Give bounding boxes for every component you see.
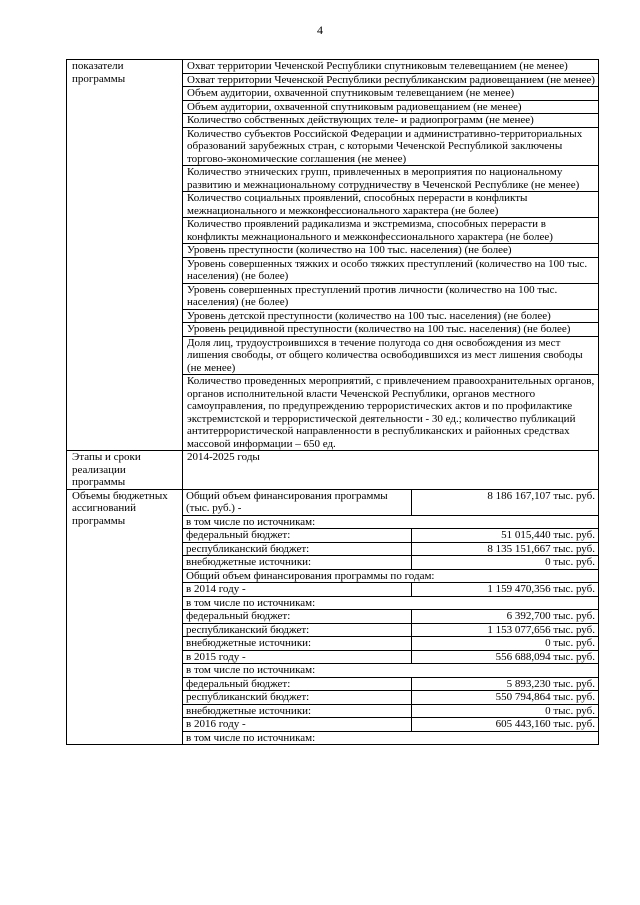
funding-year-source-row-value: 0 тыс. руб. xyxy=(412,704,599,718)
funding-including-row-label: в том числе по источникам: xyxy=(183,515,598,529)
funding-year-including-row-label: в том числе по источникам: xyxy=(183,664,598,678)
funding-year-source-row-label: внебюджетные источники: xyxy=(183,704,412,718)
funding-by-years-row xyxy=(183,569,598,583)
indicator-item: Охват территории Чеченской Республики спутниковым телевещанием (не менее) xyxy=(183,60,598,74)
indicator-item: Доля лиц, трудоустроившихся в течение полугода со дня освобождения из мест лишения свободы, от общего количества освободившихся из мест лишения свободы (не менее) xyxy=(183,337,598,376)
funding-year-source-row xyxy=(183,623,598,637)
stages-row xyxy=(67,451,599,490)
funding-source-row xyxy=(183,542,598,556)
indicators-list xyxy=(183,60,598,450)
indicator-item: Уровень совершенных тяжких и особо тяжких преступлений (количество на 100 тыс. населения) (не более) xyxy=(183,258,598,284)
indicator-item: Уровень преступности (количество на 100 тыс. населения) (не более) xyxy=(183,244,598,258)
funding-cell xyxy=(183,489,599,745)
indicator-item: Количество проведенных мероприятий, с привлечением правоохранительных органов, органов исполнительной власти Чеченской Республики, органов местного самоуправления, по предупреждению террористических актов и по профилактике экстремистской и террористической деятельности - 30 ед.; количество публикаций антитеррористической направленности в республиканских и районных средствах массовой информации – 650 ед. xyxy=(187,375,595,450)
funding-source-row xyxy=(183,556,598,570)
funding-year-row-label: в 2014 году - xyxy=(183,583,412,597)
funding-row xyxy=(67,489,599,745)
program-passport-table xyxy=(66,59,599,745)
funding-year-including-row xyxy=(183,731,598,744)
funding-label: Объемы бюджетных ассигнований программы xyxy=(67,489,183,745)
funding-year-source-row xyxy=(183,704,598,718)
funding-year-row-value: 556 688,094 тыс. руб. xyxy=(412,650,599,664)
funding-source-row-value: 51 015,440 тыс. руб. xyxy=(412,529,599,543)
stages-label: Этапы и сроки реализации программы xyxy=(67,451,183,490)
funding-year-row-label: в 2015 году - xyxy=(183,650,412,664)
funding-source-row-label: республиканский бюджет: xyxy=(183,542,412,556)
funding-source-row-label: внебюджетные источники: xyxy=(183,556,412,570)
funding-total-value: 8 186 167,107 тыс. руб. xyxy=(412,490,599,516)
indicator-item: Количество социальных проявлений, способных перерасти в конфликты межнационального и межконфессионального характера (не более) xyxy=(183,192,598,218)
funding-year-source-row-value: 0 тыс. руб. xyxy=(412,637,599,651)
indicators-row xyxy=(67,60,599,451)
funding-by-years-row-label: Общий объем финансирования программы по годам: xyxy=(183,569,598,583)
funding-source-row-value: 8 135 151,667 тыс. руб. xyxy=(412,542,599,556)
funding-table xyxy=(183,490,598,745)
funding-source-row-value: 0 тыс. руб. xyxy=(412,556,599,570)
funding-year-including-row-label: в том числе по источникам: xyxy=(183,731,598,744)
funding-including-row xyxy=(183,515,598,529)
funding-source-row xyxy=(183,529,598,543)
funding-year-source-row xyxy=(183,610,598,624)
funding-year-including-row-label: в том числе по источникам: xyxy=(183,596,598,610)
indicator-item: Количество проявлений радикализма и экстремизма, способных перерасти в конфликты межнационального и межконфессионального характера (не более) xyxy=(183,218,598,244)
funding-year-row xyxy=(183,650,598,664)
funding-year-source-row xyxy=(183,677,598,691)
indicators-label: показатели программы xyxy=(67,60,183,451)
funding-year-row xyxy=(183,718,598,732)
funding-year-source-row-label: внебюджетные источники: xyxy=(183,637,412,651)
funding-year-source-row-label: федеральный бюджет: xyxy=(183,610,412,624)
indicator-item: Уровень детской преступности (количество на 100 тыс. населения) (не более) xyxy=(183,310,598,324)
funding-year-source-row-value: 550 794,864 тыс. руб. xyxy=(412,691,599,705)
funding-year-row-value: 1 159 470,356 тыс. руб. xyxy=(412,583,599,597)
funding-total-row xyxy=(183,490,598,516)
indicator-item: Уровень совершенных преступлений против личности (количество на 100 тыс. населения) (не более) xyxy=(183,284,598,310)
indicator-item: Количество собственных действующих теле- и радиопрограмм (не менее) xyxy=(183,114,598,128)
indicators-cell xyxy=(183,60,599,451)
funding-year-row-label: в 2016 году - xyxy=(183,718,412,732)
funding-year-including-row xyxy=(183,596,598,610)
indicator-item: Количество этнических групп, привлеченных в мероприятия по национальному развитию и межнациональному сотрудничеству в Чеченской Республике (не менее) xyxy=(183,166,598,192)
funding-year-source-row xyxy=(183,637,598,651)
funding-year-source-row-value: 5 893,230 тыс. руб. xyxy=(412,677,599,691)
funding-source-row-label: федеральный бюджет: xyxy=(183,529,412,543)
funding-year-source-row-label: республиканский бюджет: xyxy=(183,623,412,637)
funding-year-source-row-label: федеральный бюджет: xyxy=(183,677,412,691)
funding-year-source-row xyxy=(183,691,598,705)
funding-year-source-row-value: 6 392,700 тыс. руб. xyxy=(412,610,599,624)
indicator-item: Уровень рецидивной преступности (количество на 100 тыс. населения) (не более) xyxy=(183,323,598,337)
funding-year-row xyxy=(183,583,598,597)
funding-year-source-row-value: 1 153 077,656 тыс. руб. xyxy=(412,623,599,637)
funding-year-including-row xyxy=(183,664,598,678)
page-number: 4 xyxy=(317,23,323,37)
funding-year-source-row-label: республиканский бюджет: xyxy=(183,691,412,705)
indicator-item: Объем аудитории, охваченной спутниковым телевещанием (не менее) xyxy=(183,87,598,101)
indicator-item: Охват территории Чеченской Республики республиканским радиовещанием (не менее) xyxy=(183,74,598,88)
indicator-item: Объем аудитории, охваченной спутниковым радиовещанием (не менее) xyxy=(183,101,598,115)
indicator-item: Количество субъектов Российской Федерации и административно-территориальных образований зарубежных стран, с которыми Чеченской Республикой заключены торгово-экономические соглашения (не менее) xyxy=(183,128,598,167)
stages-value: 2014-2025 годы xyxy=(183,451,599,490)
funding-total-label: Общий объем финансирования программы (тыс. руб.) - xyxy=(183,490,412,516)
funding-year-row-value: 605 443,160 тыс. руб. xyxy=(412,718,599,732)
